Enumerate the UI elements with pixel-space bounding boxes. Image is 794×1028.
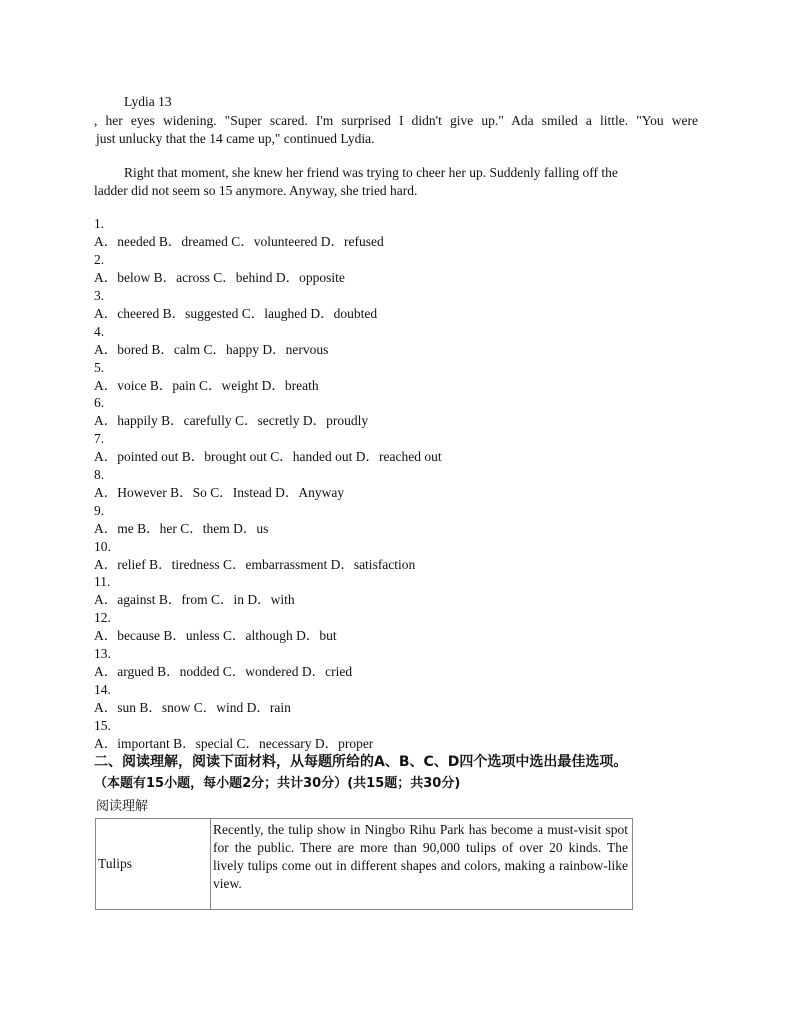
section-title: 二、阅读理解，阅读下面材料，从每题所给的A、B、C、D四个选项中选出最佳选项。	[94, 754, 628, 770]
question-number: 10.	[94, 539, 111, 554]
question-options: A．voice B．pain C．weight D．breath	[94, 378, 319, 393]
question-number: 1.	[94, 216, 105, 231]
passage-line-2: , her eyes widening. "Super scared. I'm surprised I didn't give up." Ada smiled a little. "You were	[94, 113, 698, 128]
question-options: A．below B．across C．behind D．opposite	[94, 270, 345, 285]
question-options: A．cheered B．suggested C．laughed D．doubted	[94, 306, 378, 321]
question-options: A．However B．So C．Instead D．Anyway	[94, 485, 345, 500]
question-options: A．sun B．snow C．wind D．rain	[94, 700, 291, 715]
passage-line-5: ladder did not seem so 15 anymore. Anyway, she tried hard.	[94, 183, 418, 198]
question-number: 9.	[94, 503, 105, 518]
question-options: A．because B．unless C．although D．but	[94, 628, 337, 643]
question-number: 8.	[94, 467, 105, 482]
passage-line-3: just unlucky that the 14 came up," continued Lydia.	[96, 131, 375, 146]
section-subtitle: （本题有15小题，每小题2分；共计30分）(共15题；共30分)	[94, 776, 461, 791]
question-options: A．relief B．tiredness C．embarrassment D．satisfaction	[94, 557, 416, 572]
reading-label: 阅读理解	[96, 799, 149, 814]
passage-line-4: Right that moment, she knew her friend was trying to cheer her up. Suddenly falling off the	[124, 165, 618, 180]
question-options: A．happily B．carefully C．secretly D．proudly	[94, 413, 369, 428]
question-number: 7.	[94, 431, 105, 446]
question-number: 14.	[94, 682, 111, 697]
question-number: 15.	[94, 718, 111, 733]
question-options: A．against B．from C．in D．with	[94, 592, 295, 607]
question-options: A．needed B．dreamed C．volunteered D．refused	[94, 234, 384, 249]
reading-text-cell: Recently, the tulip show in Ningbo Rihu Park has become a must-visit spot for the public. There are more than 90,000 tulips of over 20 kinds. The lively tulips come out in different shapes and colors, making a rainbow-like view.	[211, 819, 633, 910]
table-row	[96, 819, 633, 910]
reading-table	[95, 818, 633, 910]
question-number: 2.	[94, 252, 105, 267]
question-options: A．bored B．calm C．happy D．nervous	[94, 342, 329, 357]
question-number: 12.	[94, 610, 111, 625]
question-number: 6.	[94, 395, 105, 410]
question-number: 3.	[94, 288, 105, 303]
question-number: 4.	[94, 324, 105, 339]
question-number: 13.	[94, 646, 111, 661]
reading-title-cell: Tulips	[96, 819, 211, 910]
question-number: 5.	[94, 360, 105, 375]
question-options: A．important B．special C．necessary D．proper	[94, 736, 374, 751]
question-options: A．pointed out B．brought out C．handed out D．reached out	[94, 449, 442, 464]
question-number: 11.	[94, 574, 111, 589]
passage-line-1: Lydia 13	[124, 94, 172, 109]
question-options: A．argued B．nodded C．wondered D．cried	[94, 664, 353, 679]
question-options: A．me B．her C．them D．us	[94, 521, 269, 536]
